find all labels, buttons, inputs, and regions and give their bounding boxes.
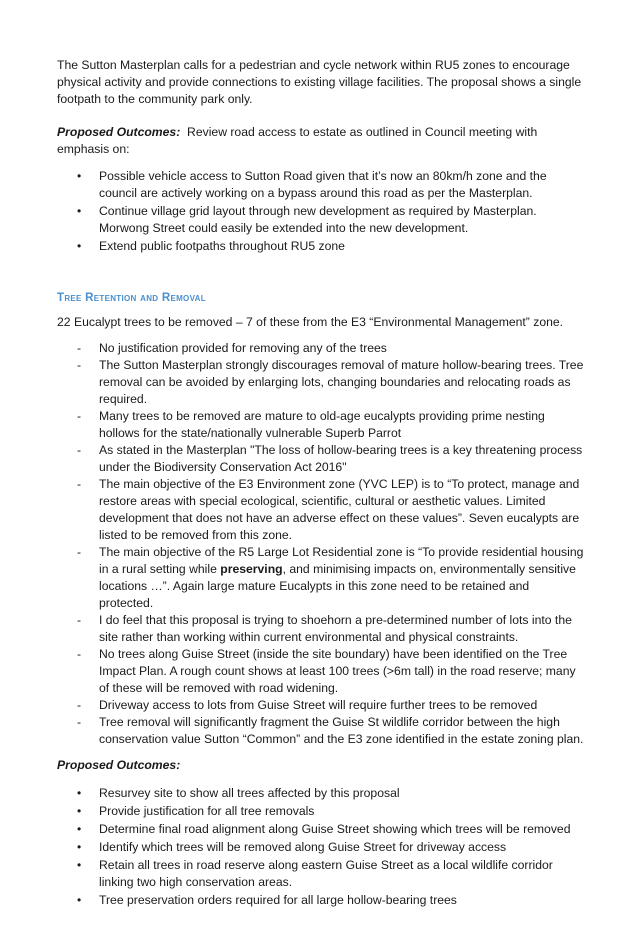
bullet-mark: • bbox=[77, 786, 82, 800]
section-lead: 22 Eucalypt trees to be removed – 7 of these from the E3 “Environmental Management” zone. bbox=[57, 315, 564, 329]
list-item: • Determine final road alignment along Guise Street showing which trees will be removed bbox=[77, 822, 571, 836]
list-item: • Resurvey site to show all trees affected by this proposal bbox=[77, 786, 400, 800]
list-item: • Retain all trees in road reserve along eastern Guise Street as a local wildlife corridor linking two high conservation areas. bbox=[77, 858, 553, 889]
list-item: - The main objective of the R5 Large Lot Residential zone is “To provide residential housing in a rural setting while preserving, and minimising impacts on, environmentally sensitive locations …”. Again large mature Eucalypts in this zone need to be retained and protected. bbox=[77, 545, 584, 610]
bullet-mark: • bbox=[77, 204, 82, 218]
bullet-mark: • bbox=[77, 858, 82, 872]
list-item: • Possible vehicle access to Sutton Road given that it’s now an 80km/h zone and the council are actively working on a bypass around this road as per the Masterplan. bbox=[77, 169, 547, 200]
list-item: - The main objective of the E3 Environment zone (YVC LEP) is to “To protect, manage and restore areas with special ecological, scientific, cultural or aesthetic values. Limited development that does not have an adverse effect on these values”. Seven eucalypts are listed to be removed from this zone. bbox=[77, 477, 580, 542]
bullet-mark: • bbox=[77, 822, 82, 836]
list-item: - No justification provided for removing any of the trees bbox=[77, 341, 387, 355]
intro-paragraph: The Sutton Masterplan calls for a pedestrian and cycle network within RU5 zones to encourage physical activity and provide connections to existing village facilities. The proposal shows a single footpath to the community park only. bbox=[57, 58, 582, 106]
list-item: • Continue village grid layout through new development as required by Masterplan. Morwong Street could easily be extended into the new development. bbox=[77, 204, 537, 235]
list-item: - As stated in the Masterplan "The loss of hollow-bearing trees is a key threatening process under the Biodiversity Conservation Act 2016" bbox=[77, 443, 583, 474]
list-item: • Provide justification for all tree removals bbox=[77, 804, 315, 818]
list-item: • Identify which trees will be removed along Guise Street for driveway access bbox=[77, 840, 507, 854]
section-heading: Tree Retention and Removal bbox=[57, 292, 206, 304]
bullet-mark: • bbox=[77, 893, 82, 907]
outcomes-list-2 bbox=[57, 785, 585, 909]
document-page bbox=[57, 57, 585, 910]
outcomes-paragraph-1 bbox=[57, 124, 585, 158]
emphasis-preserving: preserving bbox=[220, 562, 283, 576]
outcomes-list-1 bbox=[57, 168, 585, 255]
outcomes-paragraph-2 bbox=[57, 757, 585, 774]
list-item: • Tree preservation orders required for all large hollow-bearing trees bbox=[77, 893, 457, 907]
outcomes-label-2: Proposed Outcomes: bbox=[57, 758, 181, 772]
list-item: - Many trees to be removed are mature to old-age eucalypts providing prime nesting hollows for the state/nationally vulnerable Superb Parrot bbox=[77, 409, 545, 440]
bullet-mark: • bbox=[77, 840, 82, 854]
list-item: • Extend public footpaths throughout RU5 zone bbox=[77, 239, 345, 253]
bullet-mark: • bbox=[77, 804, 82, 818]
list-item: - Tree removal will significantly fragment the Guise St wildlife corridor between the high conservation value Sutton “Common” and the E3 zone identified in the estate zoning plan. bbox=[77, 715, 584, 746]
bullet-mark: • bbox=[77, 239, 82, 253]
list-item: - No trees along Guise Street (inside the site boundary) have been identified on the Tree Impact Plan. A rough count shows at least 100 trees (>6m tall) in the road reserve; many of these will be removed with road widening. bbox=[77, 647, 576, 695]
list-item: - I do feel that this proposal is trying to shoehorn a pre-determined number of lots into the site rather than working within current environmental and physical constraints. bbox=[77, 613, 572, 644]
list-item: - Driveway access to lots from Guise Street will require further trees to be removed bbox=[77, 698, 538, 712]
tree-issues-list bbox=[57, 340, 585, 748]
list-item: - The Sutton Masterplan strongly discourages removal of mature hollow-bearing trees. Tree removal can be avoided by enlarging lots, changing boundaries and relocating roads as required. bbox=[77, 358, 584, 406]
bullet-mark: • bbox=[77, 169, 82, 183]
outcomes-label-1: Proposed Outcomes: bbox=[57, 125, 181, 139]
outcomes-text-1: Review road access to estate as outlined in Council meeting with emphasis on: bbox=[57, 125, 538, 156]
